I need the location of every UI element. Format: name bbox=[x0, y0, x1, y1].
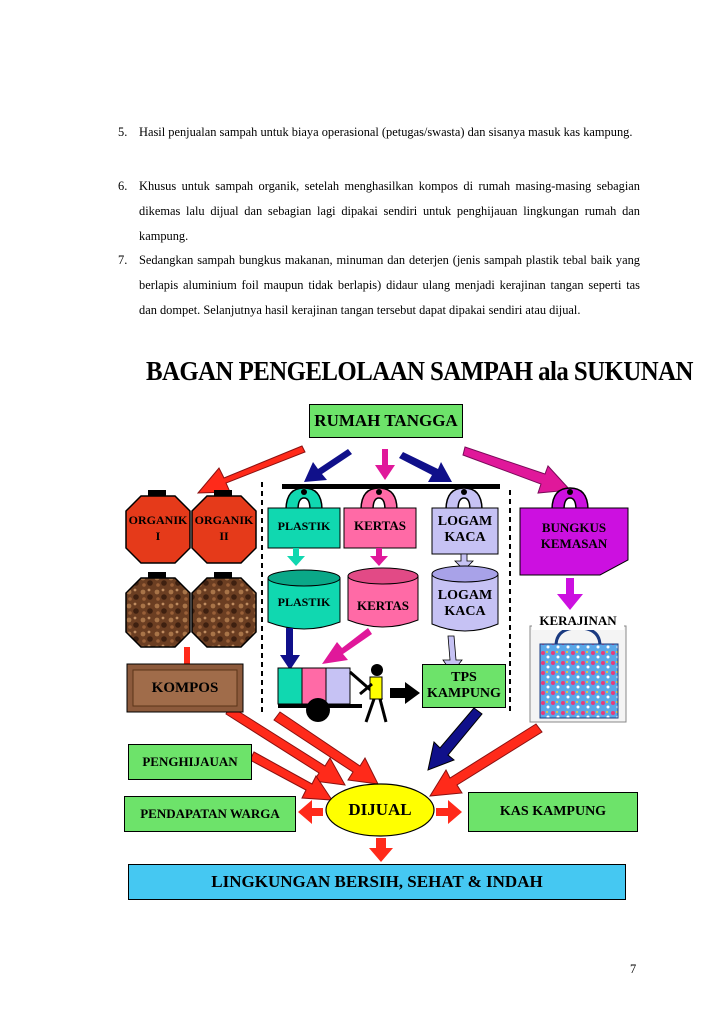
diagram-title: BAGAN PENGELOLAAN SAMPAH ala SUKUNAN bbox=[146, 356, 693, 386]
arrow-to-kertas bbox=[375, 449, 395, 480]
cart-wheel-icon bbox=[306, 698, 330, 722]
list-text: Khusus untuk sampah organik, setelah menghasilkan kompos di rumah masing-masing sebagian dikemas lalu dijual dan sebagian lagi dipakai sendiri untuk penghijauan lingkungan rumah dan kampung. bbox=[139, 179, 640, 243]
arrow-plastik-down bbox=[287, 548, 305, 566]
organik-2-line1: ORGANIK bbox=[194, 513, 254, 527]
logam-bag-label bbox=[432, 508, 498, 552]
organik-1-line2: I bbox=[155, 529, 161, 543]
arrow-kertas-down bbox=[370, 548, 388, 566]
bungkus-line2: KEMASAN bbox=[540, 536, 608, 551]
list-number: 5. bbox=[118, 125, 128, 139]
rumah-tangga-box: RUMAH TANGGA bbox=[309, 404, 463, 438]
compost-bin-2-icon bbox=[192, 578, 256, 647]
logam-bag-line2: KACA bbox=[444, 530, 486, 545]
kertas-drum-label: KERTAS bbox=[356, 598, 410, 613]
cart-pink-compartment bbox=[302, 668, 326, 704]
cart-lavender-compartment bbox=[326, 668, 350, 704]
list-number: 6. bbox=[118, 179, 128, 193]
organik-2-line2: II bbox=[219, 529, 229, 543]
list-text: Hasil penjualan sampah untuk biaya operasional (petugas/swasta) dan sisanya masuk kas kampung. bbox=[139, 125, 633, 139]
list-number: 7. bbox=[118, 253, 128, 267]
organik-2-label bbox=[192, 508, 256, 548]
compost-bin-1-icon bbox=[126, 578, 190, 647]
arrow-kertas-to-cart bbox=[322, 628, 372, 664]
organik-1-label bbox=[126, 508, 190, 548]
list-text: Sedangkan sampah bungkus makanan, minuman dan deterjen (jenis sampah plastik tebal baik yang berlapis aluminium foil maupun tidak berlapis) didaur ulang menjadi kerajinan tangan seperti tas dan dompet. Selanjutnya hasil kerajinan tangan tersebut dapat dipakai sendiri atau dijual. bbox=[139, 253, 640, 317]
cart-teal-compartment bbox=[278, 668, 302, 704]
plastik-bag-label: PLASTIK bbox=[277, 519, 331, 533]
organik-1-line1: ORGANIK bbox=[128, 513, 188, 527]
kertas-bag-label: KERTAS bbox=[353, 518, 407, 533]
kas-kampung-box: KAS KAMPUNG bbox=[468, 792, 638, 832]
logam-bag-line1: LOGAM bbox=[437, 514, 493, 529]
arrow-to-pendapatan bbox=[298, 800, 323, 824]
arrow-to-plastik bbox=[304, 449, 352, 482]
bungkus-bag-label bbox=[528, 516, 620, 556]
logam-drum-line2: KACA bbox=[444, 604, 486, 619]
arrow-to-kas-kampung bbox=[436, 800, 462, 824]
arrow-to-logam bbox=[399, 452, 452, 482]
arrow-tps-to-dijual bbox=[428, 708, 482, 770]
arrow-bungkus-down bbox=[557, 578, 583, 610]
logam-drum-label bbox=[432, 582, 498, 626]
plastik-drum-label: PLASTIK bbox=[277, 595, 331, 609]
tps-kampung-box bbox=[422, 664, 506, 708]
arrow-plastik-to-cart bbox=[280, 628, 300, 670]
page-number: 7 bbox=[630, 962, 637, 976]
person-head-icon bbox=[371, 664, 383, 676]
penghijauan-box: PENGHIJAUAN bbox=[128, 744, 252, 780]
tps-line1: TPS bbox=[451, 670, 477, 685]
arrow-to-lingkungan bbox=[369, 838, 393, 862]
pendapatan-warga-box: PENDAPATAN WARGA bbox=[124, 796, 296, 832]
bungkus-line1: BUNGKUS bbox=[541, 520, 607, 535]
dijual-label: DIJUAL bbox=[348, 800, 412, 819]
tps-line2: KAMPUNG bbox=[427, 686, 501, 701]
arrow-to-tps bbox=[390, 682, 420, 704]
kompos-label: KOMPOS bbox=[151, 680, 219, 696]
logam-drum-line1: LOGAM bbox=[437, 588, 493, 603]
kerajinan-label: KERAJINAN bbox=[532, 612, 624, 630]
lingkungan-box: LINGKUNGAN BERSIH, SEHAT & INDAH bbox=[128, 864, 626, 900]
person-body-icon bbox=[370, 677, 382, 699]
